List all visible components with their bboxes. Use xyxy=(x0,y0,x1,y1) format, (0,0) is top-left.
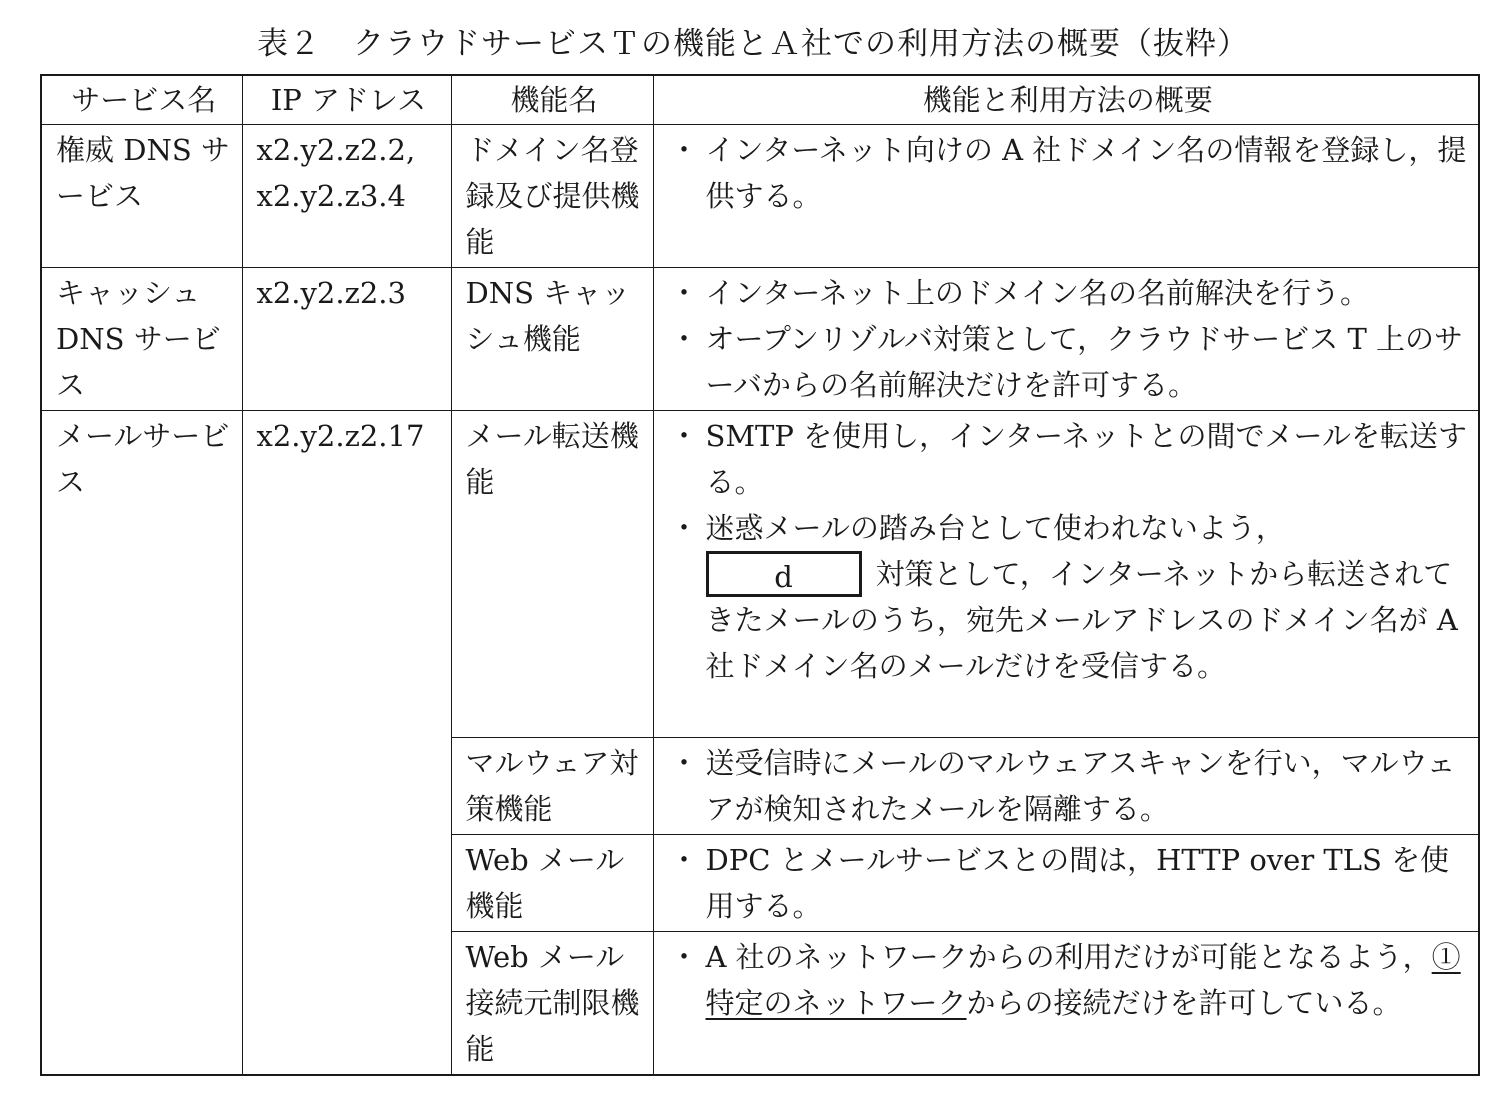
underlined-phrase: ①特定のネットワーク xyxy=(705,940,1461,1020)
summary-item xyxy=(668,934,1469,1026)
summary-item: ・ オープンリゾルバ対策として，クラウドサービス T 上のサーバからの名前解決だけを許可する。 xyxy=(668,316,1469,408)
summary-item: ・ 送受信時にメールのマルウェアスキャンを行い，マルウェアが検知されたメールを隔離する。 xyxy=(668,740,1469,832)
summary-list xyxy=(668,127,1469,219)
header-summary: 機能と利用方法の概要 xyxy=(653,75,1479,125)
summary-list xyxy=(668,740,1469,832)
summary-text-pre: A 社のネットワークからの利用だけが可能となるよう， xyxy=(705,940,1432,974)
function-cell: Web メール機能 xyxy=(451,835,653,932)
summary-item: ・ DPC とメールサービスとの間は，HTTP over TLS を使用する。 xyxy=(668,837,1469,929)
ip-cell: x2.y2.z2.2, x2.y2.z3.4 xyxy=(242,125,451,268)
table-row xyxy=(41,411,1479,738)
summary-cell xyxy=(653,738,1479,835)
summary-item xyxy=(668,505,1469,689)
summary-text-post: からの接続だけを許可している。 xyxy=(966,986,1402,1020)
summary-text-pre: 迷惑メールの踏み台として使われないよう， xyxy=(705,511,1285,545)
header-function: 機能名 xyxy=(451,75,653,125)
answer-blank-box: d xyxy=(706,551,862,597)
table-row xyxy=(41,268,1479,411)
table-row xyxy=(41,125,1479,268)
function-cell: マルウェア対策機能 xyxy=(451,738,653,835)
ip-cell: x2.y2.z2.3 xyxy=(242,268,451,411)
summary-list xyxy=(668,934,1469,1026)
summary-cell xyxy=(653,835,1479,932)
ip-cell: x2.y2.z2.17 xyxy=(242,411,451,1076)
service-name-cell: キャッシュ DNS サービス xyxy=(41,268,242,411)
summary-cell xyxy=(653,932,1479,1076)
table-caption: 表２ クラウドサービスＴの機能とＡ社での利用方法の概要（抜粋） xyxy=(257,26,1249,62)
header-row xyxy=(41,75,1479,125)
function-cell: ドメイン名登録及び提供機能 xyxy=(451,125,653,268)
service-table xyxy=(40,74,1480,1076)
summary-cell xyxy=(653,125,1479,268)
function-cell: Web メール接続元制限機能 xyxy=(451,932,653,1076)
summary-text-post: 対策として，インターネットから転送されてきたメールのうち，宛先メールアドレスのドメイン名が A 社ドメイン名のメールだけを受信する。 xyxy=(705,557,1458,683)
header-service: サービス名 xyxy=(41,75,242,125)
function-cell: メール転送機能 xyxy=(451,411,653,738)
summary-list xyxy=(668,270,1469,408)
summary-cell xyxy=(653,411,1479,738)
function-cell: DNS キャッシュ機能 xyxy=(451,268,653,411)
summary-list xyxy=(668,837,1469,929)
header-ip: IP アドレス xyxy=(242,75,451,125)
summary-cell xyxy=(653,268,1479,411)
summary-item: ・ インターネット上のドメイン名の名前解決を行う。 xyxy=(668,270,1469,316)
summary-item: ・ SMTP を使用し，インターネットとの間でメールを転送する。 xyxy=(668,413,1469,505)
summary-list xyxy=(668,413,1469,689)
service-name-cell: 権威 DNS サービス xyxy=(41,125,242,268)
summary-item: ・ インターネット向けの A 社ドメイン名の情報を登録し，提供する。 xyxy=(668,127,1469,219)
service-name-cell: メールサービス xyxy=(41,411,242,1076)
